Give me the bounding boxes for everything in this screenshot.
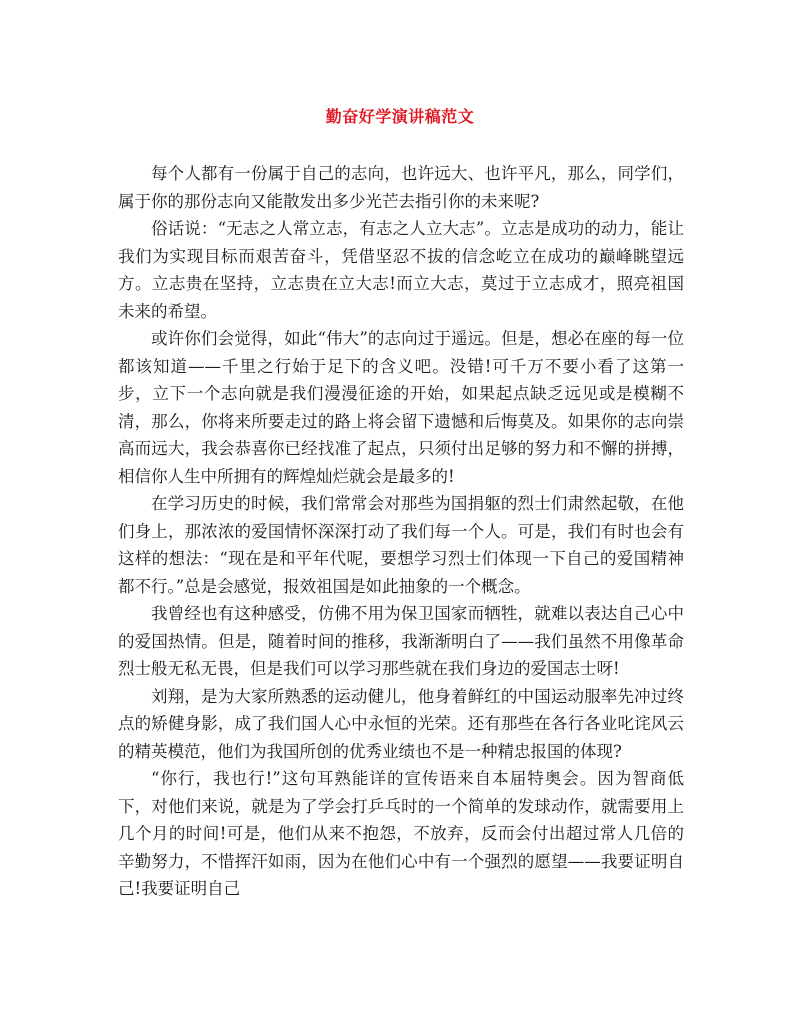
paragraph: 俗话说：“无志之人常立志，有志之人立大志”。立志是成功的动力，能让我们为实现目标而艰苦奋斗，凭借坚忍不拔的信念屹立在成功的巅峰眺望远方。立志贵在坚持，立志贵在立大志!而立大志，莫过于立志成才，照亮祖国未来的希望。 [118, 219, 684, 321]
paragraph: “你行，我也行!”这句耳熟能详的宣传语来自本届特奥会。因为智商低下，对他们来说，就是为了学会打乒乓时的一个简单的发球动作，就需要用上几个月的时间!可是，他们从来不抱怨，不放弃，反而会付出超过常人几倍的辛勤努力，不惜挥汗如雨，因为在他们心中有一个强烈的愿望——我要证明自己!我要证明自己 [118, 769, 684, 898]
paragraph: 在学习历史的时候，我们常常会对那些为国捐躯的烈士们肃然起敬，在他们身上，那浓浓的爱国情怀深深打动了我们每一个人。可是，我们有时也会有这样的想法：“现在是和平年代呢，要想学习烈士们体现一下自己的爱国精神都不行。”总是会感觉，报效祖国是如此抽象的一个概念。 [118, 494, 684, 596]
paragraph: 我曾经也有这种感受，仿佛不用为保卫国家而牺牲，就难以表达自己心中的爱国热情。但是，随着时间的推移，我渐渐明白了——我们虽然不用像革命烈士般无私无畏，但是我们可以学习那些就在我们身边的爱国志士呀! [118, 604, 684, 678]
paragraph: 刘翔，是为大家所熟悉的运动健儿，他身着鲜红的中国运动服率先冲过终点的矫健身影，成了我们国人心中永恒的光荣。还有那些在各行各业叱诧风云的精英模范，他们为我国所创的优秀业绩也不是一种精忠报国的体现? [118, 686, 684, 761]
document-title: 勤奋好学演讲稿范文 [325, 107, 475, 126]
document-body [118, 160, 684, 903]
paragraph: 或许你们会觉得，如此“伟大”的志向过于遥远。但是，想必在座的每一位都该知道——千里之行始于足下的含义吧。没错!可千万不要小看了这第一步，立下一个志向就是我们漫漫征途的开始，如果起点缺乏远见或是模糊不清，那么，你将来所要走过的路上将会留下遗憾和后悔莫及。如果你的志向崇高而远大，我会恭喜你已经找准了起点，只须付出足够的努力和不懈的拼搏，相信你人生中所拥有的辉煌灿烂就会是最多的! [118, 329, 684, 486]
paragraph: 每个人都有一份属于自己的志向，也许远大、也许平凡，那么，同学们，属于你的那份志向又能散发出多少光芒去指引你的未来呢? [118, 164, 684, 211]
